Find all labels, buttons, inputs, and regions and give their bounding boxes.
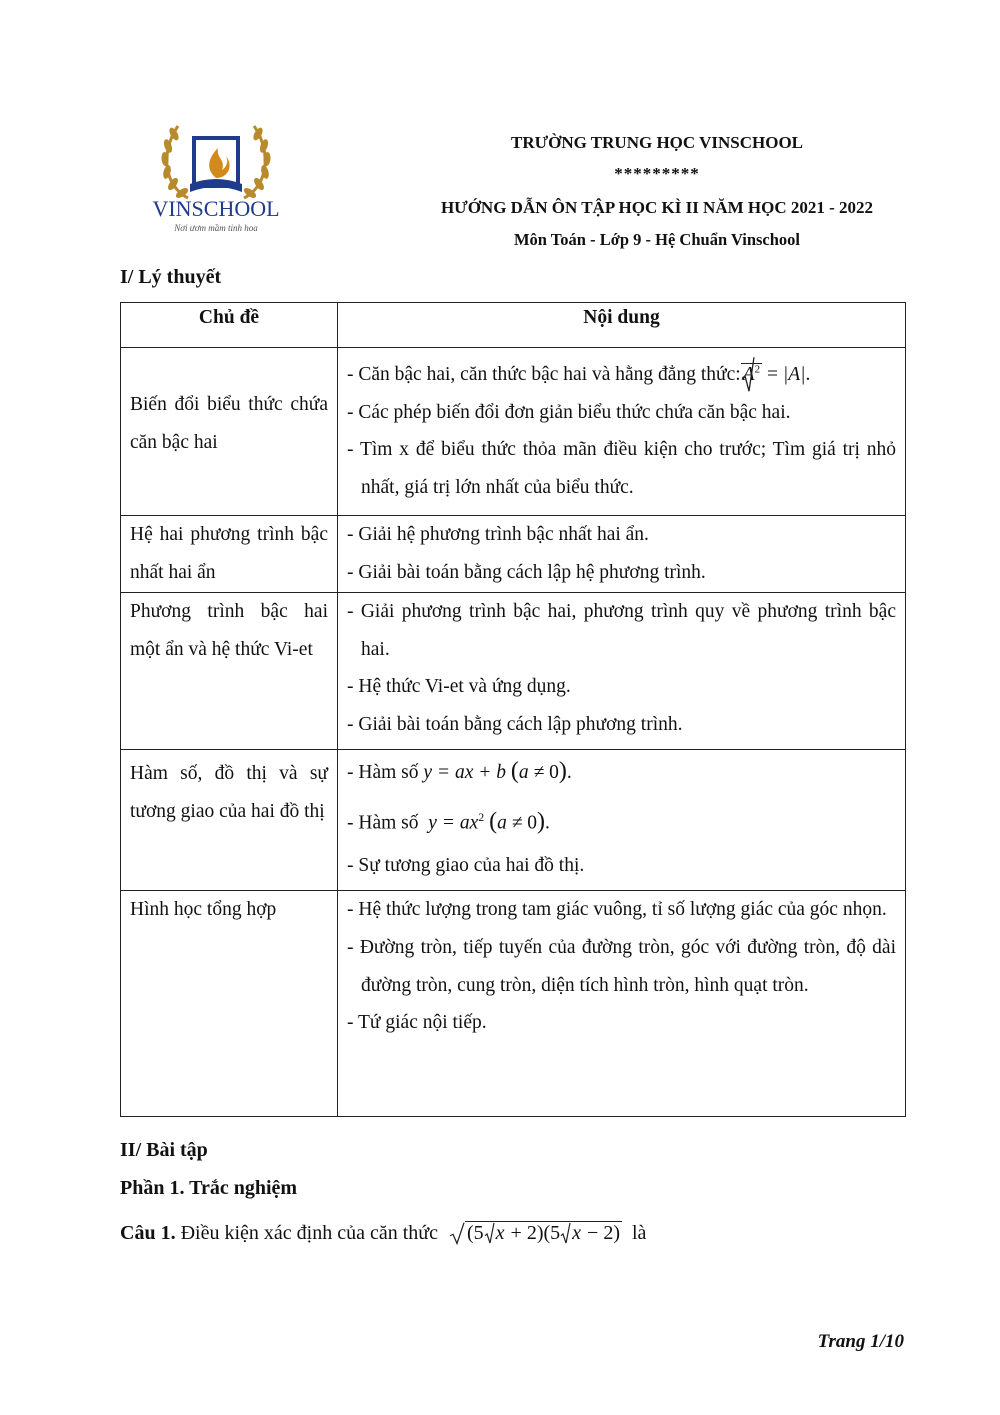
document-subtitle: Môn Toán - Lớp 9 - Hệ Chuẩn Vinschool — [513, 230, 801, 249]
svg-text:VINSCHOOL: VINSCHOOL — [152, 196, 280, 221]
sqrt-expression: (5 x + 2)(5 x − 2) — [449, 1222, 622, 1245]
content-item: - Tìm x để biểu thức thỏa mãn điều kiện cho trước; Tìm giá trị nhỏ nhất, giá trị lớn nhất của biểu thức. — [347, 439, 896, 498]
content-item: - Đường tròn, tiếp tuyến của đường tròn, góc với đường tròn, độ dài đường tròn, cung tròn, diện tích hình tròn, hình quạt tròn. — [347, 937, 896, 996]
column-header-content: Nội dung — [338, 303, 906, 348]
content-item: - Hệ thức Vi-et và ứng dụng. — [347, 676, 571, 698]
content-item: - Hệ thức lượng trong tam giác vuông, tỉ số lượng giác của góc nhọn. — [347, 899, 887, 921]
content-item: - Sự tương giao của hai đồ thị. — [347, 854, 585, 876]
topic-cell: Hệ hai phương trình bậc nhất hai ẩn — [121, 516, 338, 593]
school-logo — [140, 112, 292, 238]
table-row — [121, 348, 906, 516]
content-cell — [338, 750, 906, 891]
document-title: HƯỚNG DẪN ÔN TẬP HỌC KÌ II NĂM HỌC 2021 - 2022 — [440, 198, 874, 217]
content-item: - Giải bài toán bằng cách lập hệ phương trình. — [347, 561, 706, 583]
section-exercises-title: II/ Bài tập — [120, 1139, 208, 1161]
sqrt-formula: $A^2$ — [741, 356, 762, 394]
table-row — [121, 891, 906, 1117]
question-tail: là — [632, 1222, 647, 1244]
content-item: - Các phép biến đổi đơn giản biểu thức chứa căn bậc hai. — [347, 401, 791, 423]
content-cell — [338, 891, 906, 1117]
question-text: Điều kiện xác định của căn thức — [180, 1222, 438, 1244]
school-name: TRƯỜNG TRUNG HỌC VINSCHOOL — [510, 133, 804, 152]
question-1 — [120, 1222, 646, 1245]
content-item: - Hàm số y = ax + b (a ≠ 0). — [347, 758, 572, 785]
vinschool-logo-icon — [140, 112, 292, 238]
document-header — [410, 132, 904, 251]
sqrt-icon — [449, 1222, 465, 1245]
svg-text:Nơi ươm mầm tinh hoa: Nơi ươm mầm tinh hoa — [174, 223, 258, 233]
content-item: - Hàm số $y = ax^2$ (a ≠ 0). — [347, 808, 550, 835]
sqrt-icon — [560, 1222, 571, 1244]
section-theory-title: I/ Lý thuyết — [120, 266, 222, 288]
sqrt-icon — [741, 356, 755, 394]
column-header-topic: Chủ đề — [121, 303, 338, 348]
topic-cell: Hàm số, đồ thị và sự tương giao của hai đồ thị — [121, 750, 338, 891]
part1-title: Phần 1. Trắc nghiệm — [120, 1177, 298, 1199]
topic-cell: Biến đổi biểu thức chứa căn bậc hai — [121, 348, 338, 516]
table-row — [121, 593, 906, 750]
content-item: - Giải hệ phương trình bậc nhất hai ẩn. — [347, 524, 649, 545]
content-item: - Tứ giác nội tiếp. — [347, 1012, 487, 1034]
content-cell — [338, 348, 906, 516]
page-number: Trang 1/10 — [817, 1331, 904, 1352]
table-header-row — [121, 303, 906, 348]
header-separator: ********* — [614, 164, 700, 183]
content-item: - Căn bậc hai, căn thức bậc hai và hằng đẳng thức: $A^2 = |A|$. — [347, 356, 896, 394]
table-row — [121, 750, 906, 891]
question-label: Câu 1. — [120, 1222, 176, 1244]
topic-cell: Hình học tổng hợp — [121, 891, 338, 1117]
content-item: - Giải bài toán bằng cách lập phương trình. — [347, 713, 683, 735]
topic-cell: Phương trình bậc hai một ẩn và hệ thức Vi-et — [121, 593, 338, 750]
content-cell — [338, 593, 906, 750]
content-item: - Giải phương trình bậc hai, phương trình quy về phương trình bậc hai. — [347, 601, 896, 660]
table-row — [121, 516, 906, 593]
content-cell — [338, 516, 906, 593]
sqrt-icon — [484, 1222, 495, 1244]
theory-table — [120, 302, 906, 1117]
